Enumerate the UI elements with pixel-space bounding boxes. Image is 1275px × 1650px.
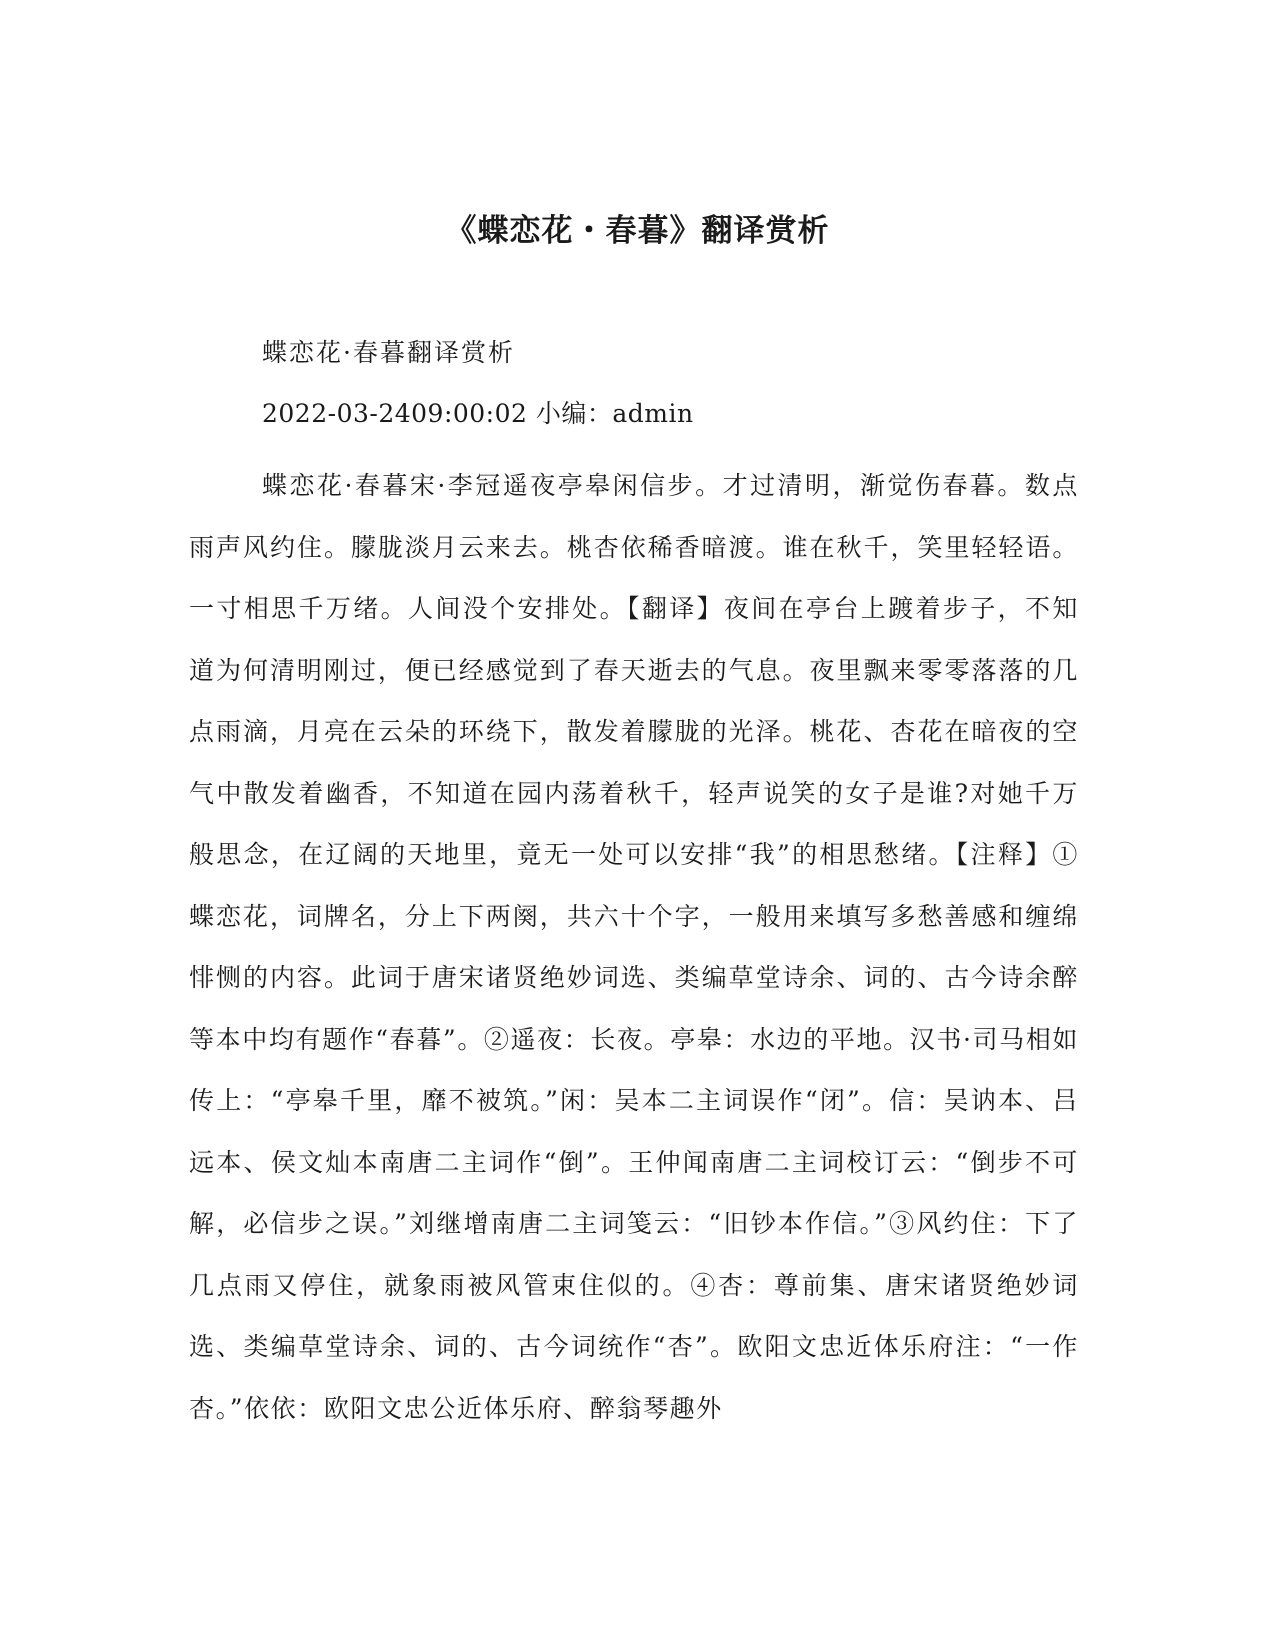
document-title: 《蝶恋花・春暮》翻译赏析 [445,213,830,249]
publish-date-author: 2022-03-2409:00:02 小编：admin [262,399,694,428]
body-paragraph: 蝶恋花·春暮宋·李冠遥夜亭皋闲信步。才过清明，渐觉伤春暮。数点雨声风约住。朦胧淡月云来去。桃杏依稀香暗渡。谁在秋千，笑里轻轻语。一寸相思千万绪。人间没个安排处。【翻译】夜间在亭台上踱着步子，不知道为何清明刚过，便已经感觉到了春天逝去的气息。夜里飘来零零落落的几点雨滴，月亮在云朵的环绕下，散发着朦胧的光泽。桃花、杏花在暗夜的空气中散发着幽香，不知道在园内荡着秋千，轻声说笑的女子是谁?对她千万般思念，在辽阔的天地里，竟无一处可以安排“我”的相思愁绪。【注释】①蝶恋花，词牌名，分上下两阕，共六十个字，一般用来填写多愁善感和缠绵悱恻的内容。此词于唐宋诸贤绝妙词选、类编草堂诗余、词的、古今诗余醉等本中均有题作“春暮”。②遥夜：长夜。亭皋：水边的平地。汉书·司马相如传上：“亭皋千里，靡不被筑。”闲：吴本二主词误作“闭”。信：吴讷本、吕远本、侯文灿本南唐二主词作“倒”。王仲闻南唐二主词校订云：“倒步不可解，必信步之误。”刘继增南唐二主词笺云：“旧钞本作信。”③风约住：下了几点雨又停住，就象雨被风管束住似的。④杏：尊前集、唐宋诸贤绝妙词选、类编草堂诗余、词的、古今词统作“杏”。欧阳文忠近体乐府注：“一作杏。”依依：欧阳文忠公近体乐府、醉翁琴趣外 [189,471,1079,1423]
document-subtitle: 蝶恋花·春暮翻译赏析 [262,338,515,367]
